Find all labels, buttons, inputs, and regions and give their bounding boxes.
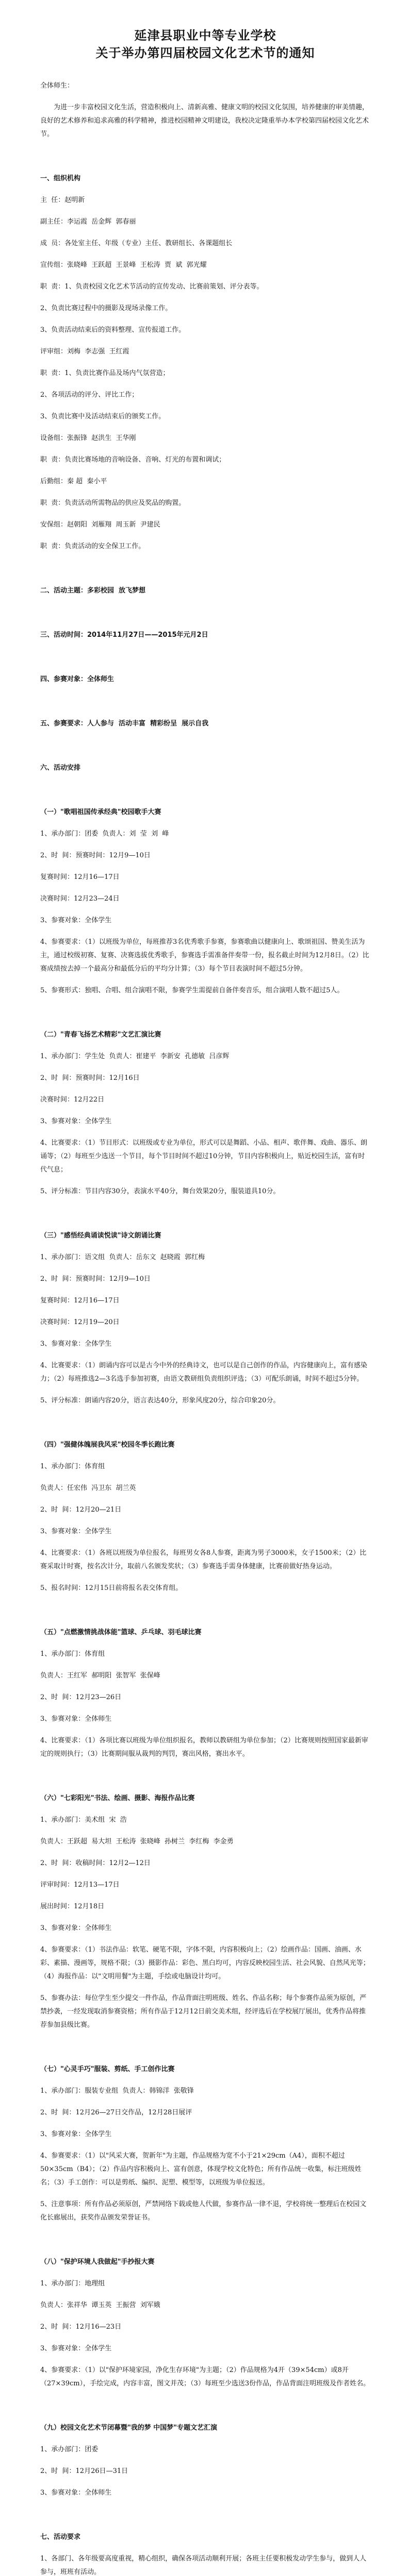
paragraph: 4、比赛要求：（1）各项比赛以班级为单位组织报名，教师以教研组为单位参加；（2）比赛规则按照国家最新审定的规则执行；（3）比赛期间服从裁判的判罚，赛出风格，赛出水平。: [40, 1737, 368, 1758]
paragraph: 3、参赛对象：全体师生: [40, 2489, 112, 2497]
paragraph: （七）"心灵手巧"服装、剪纸、手工创作比赛: [40, 2065, 175, 2073]
paragraph: 决赛时间：12月23—24日: [40, 895, 120, 903]
paragraph: 决赛时间：12月19—20日: [40, 1318, 120, 1326]
paragraph: 4、比赛要求：（1）各班以班级为单位报名，每班男女各8人参赛，距离为男子3000米，女子1500米；（2）比赛采取计时赛，按名次计分，取前八名颁发奖状；（3）参赛选手需身体健康，比赛前做好热身运动。: [40, 1549, 367, 1570]
paragraph: 职 责：1、负责比赛作品及场内气氛营造；: [40, 369, 170, 377]
paragraph: （六）"七彩阳光"书法、绘画、摄影、海报作品比赛: [40, 1794, 195, 1802]
paragraph: 职 责：负责比赛场地的音响设备、音响、灯光的布置和调试；: [40, 456, 226, 464]
paragraph: 5、注意事项：所有作品必须原创，严禁网络下载或他人代做，参赛作品一律不退，学校将统一整理后在校园文化长廊展出，获奖作品颁发荣誉证书。: [40, 2200, 367, 2222]
paragraph: 2、时 间：预赛时间：12月16日: [40, 1074, 140, 1082]
paragraph: （三）"感悟经典诵读悦读"诗文朗诵比赛: [40, 1232, 161, 1240]
paragraph: 展出时间：12月18日: [40, 1903, 105, 1910]
paragraph: 四、参赛对象：全体师生: [40, 675, 114, 683]
paragraph: 2、时 间：预赛时间：12月9—10日: [40, 852, 151, 859]
paragraph: 1、承办部门：学生处 负责人：崔建平 李新安 孔德敏 吕彦辉: [40, 1053, 230, 1060]
paragraph: 1、承办部门：体育组: [40, 1650, 105, 1658]
paragraph: 2、负责比赛过程中的摄影及现场录像工作。: [40, 304, 172, 312]
paragraph: 3、参赛对象：全体师生: [40, 1715, 112, 1723]
paragraph: 职 责：负责活动的安全保卫工作。: [40, 543, 145, 550]
paragraph: 负责人：王红军 郝明阳 张智军 张保峰: [40, 1672, 160, 1680]
paragraph: 职 责：负责活动所需物品的供应及奖品的购置。: [40, 499, 186, 507]
paragraph: 1、各部门、各年级要高度重视，精心组织，确保各项活动顺利开展；各班主任要积极发动学生参与，做到人人参与，班班有活动。: [40, 2555, 367, 2576]
paragraph: 负责人：王跃超 易大坦 王松涛 张晓峰 孙树兰 李红梅 李金勇: [40, 1838, 234, 1845]
paragraph: 3、参赛对象：全体学生: [40, 917, 112, 924]
paragraph: 负责人：任宏伟 冯卫东 胡兰英: [40, 1484, 136, 1492]
paragraph: 五、参赛要求：人人参与 活动丰富 精彩纷呈 展示自我: [40, 720, 209, 727]
paragraph: 负责人：张祥华 谭玉英 王振营 刘军娥: [40, 2301, 160, 2309]
paragraph: 设备组：张振锋 赵洪生 王华刚: [40, 434, 136, 442]
paragraph: （一）"歌唱祖国传承经典"校园歌手大赛: [40, 808, 161, 816]
paragraph: 2、时 间：12月20—21日: [40, 1506, 122, 1514]
paragraph: 1、承办部门：美术组 宋 浩: [40, 1816, 127, 1824]
paragraph: 3、参赛对象：全体学生: [40, 2345, 112, 2352]
paragraph: 后勤组：秦 超 秦小平: [40, 478, 107, 485]
paragraph: 5、参赛形式：独唱、合唱、组合演唱不限，参赛学生需提前自备伴奏音乐，组合演唱人数不超过5人。: [40, 987, 344, 994]
paragraph: 安保组：赵朝阳 刘雁翔 周玉新 尹建民: [40, 521, 160, 529]
paragraph: 1、承办部门：地理组: [40, 2280, 105, 2287]
paragraph: 全体师生：: [40, 82, 74, 90]
paragraph: 3、负责比赛中及活动结束后的颁奖工作。: [40, 413, 166, 420]
paragraph: 4、参赛要求：（1）以"保护环境家园，净化生存环境"为主题；（2）作品规格为4开（39×54cm）或8开（27×39cm），手绘完成，内容丰富，图文并茂；（3）每班至少选送3份作品，作品背面注明班级及作者姓名。: [40, 2366, 370, 2387]
notice-document: [40, 27, 370, 2576]
paragraph: （八）"保护环境人我做起"手抄报大赛: [40, 2258, 155, 2266]
school-title: 延津县职业中等专业学校: [134, 28, 276, 43]
paragraph: 1、承办部门：团委: [40, 2446, 99, 2453]
paragraph: 决赛时间：12月22日: [40, 1096, 105, 1104]
paragraph: 1、承办部门：语文组 负责人：岳东文 赵晓霞 郭红梅: [40, 1253, 205, 1261]
paragraph: （四）"强健体魄展我风采"校园冬季长跑比赛: [40, 1441, 175, 1449]
paragraph: 5、评分标准：节目内容30分，表演水平40分，舞台效果20分，服装道具10分。: [40, 1188, 280, 1195]
paragraph: 2、时 间：收稿时间：12月2—12日: [40, 1859, 151, 1867]
paragraph: 主 任：赵明新: [40, 196, 85, 204]
paragraph: 复赛时间：12月16—17日: [40, 873, 120, 881]
paragraph: （九）校园文化艺术节闭幕暨"我的梦 中国梦"专题文艺汇演: [40, 2424, 218, 2432]
paragraph: 七、活动要求: [40, 2533, 81, 2541]
paragraph: 2、时 间：12月26日—31日: [40, 2467, 128, 2475]
paragraph: 3、参赛对象：全体学生: [40, 1528, 112, 1535]
paragraph: 4、比赛要求：（1）节目形式：以班级或专业为单位，形式可以是舞蹈、小品、相声、歌伴舞、戏曲、器乐、朗诵等；（2）每班至少选送一个节目，每个节目时间不超过10分钟，节目内容积极向上，贴近校园生活，富有时代气息；: [40, 1139, 368, 1174]
paragraph: 2、时 间：12月16—23日: [40, 2323, 122, 2331]
paragraph: 为进一步丰富校园文化生活，营造积极向上、清新高雅、健康文明的校园文化氛围，培养健康的审美情趣，良好的艺术修养和追求高雅的科学精神，推进校园精神文明建设，我校决定隆重举办本学校第四届校园文化艺术节。: [40, 104, 369, 138]
paragraph: （二）"青春飞扬艺术精彩"文艺汇演比赛: [40, 1031, 161, 1039]
paragraph: 2、时 间：12月23—26日: [40, 1693, 122, 1701]
paragraph: 1、承办部门：服装专业组 负责人：韩锦洋 张敬锋: [40, 2087, 194, 2095]
paragraph: 3、参赛对象：全体学生: [40, 1117, 112, 1125]
paragraph: 4、比赛要求：（1）朗诵内容可以是古今中外的经典诗文，也可以是自己创作的作品，内容健康向上，富有感染力；（2）每班推选2—3名选手参加初赛，由语文教研组负责组织评选；（3）可配乐朗诵，时间不超过5分钟。: [40, 1362, 368, 1383]
notice-body: [40, 79, 370, 2576]
paragraph: 4、参赛要求：（1）书法作品：软笔、硬笔不限，字体不限，内容积极向上；（2）绘画作品：国画、油画、水彩、素描、漫画等，规格不限；（3）摄影作品：彩色、黑白均可，内容反映校园生活、社会风貌、自然风光等；（4）海报作品：以"文明用餐"为主题，手绘或电脑设计均可。: [40, 1946, 370, 1980]
paragraph: 评审组：刘梅 李志强 王红霞: [40, 348, 129, 355]
paragraph: 3、参赛对象：全体学生: [40, 2130, 112, 2138]
paragraph: 2、各项活动的评分、评比工作；: [40, 391, 139, 399]
paragraph: 3、参赛对象：全体学生: [40, 1340, 112, 1348]
paragraph: 5、报名时间：12月15日前将报名表交体育组。: [40, 1584, 183, 1592]
paragraph: 二、活动主题：多彩校园 放飞梦想: [40, 587, 146, 595]
paragraph: 2、时 间：12月26—27日交作品，12月28日展评: [40, 2109, 192, 2116]
paragraph: 1、承办部门：体育组: [40, 1463, 105, 1470]
paragraph: 副主任：李运霞 岳金辉 郭春丽: [40, 218, 136, 226]
paragraph: 1、承办部门：团委 负责人：刘 莹 刘 峰: [40, 830, 169, 838]
paragraph: 三、活动时间：2014年11月27日——2015年元月2日: [40, 631, 208, 639]
paragraph: 2、时 间：预赛时间：12月9—10日: [40, 1275, 151, 1283]
paragraph: 3、负责活动结束后的资料整理、宣传报道工作。: [40, 326, 186, 334]
paragraph: 六、活动安排: [40, 764, 81, 772]
paragraph: 职 责：1、负责校园文化艺术节活动的宣传发动、比赛前策划、评分表等。: [40, 283, 264, 291]
paragraph: 5、参赛办法：每位学生至少提交一件作品，作品背面注明班级、姓名、作品名称；每个参赛作品须为原创，严禁抄袭，一经发现取消参赛资格；所有作品于12月12日前交美术组，经评选后在学校展厅展出，优秀作品将推荐参加县级比赛。: [40, 1994, 367, 2029]
paragraph: 3、参赛对象：全体师生: [40, 1924, 112, 1932]
paragraph: （五）"点燃激情挑战体能"篮球、乒乓球、羽毛球比赛: [40, 1629, 202, 1636]
paragraph: 一、组织机构: [40, 175, 81, 182]
paragraph: 复赛时间：12月16—17日: [40, 1297, 120, 1304]
paragraph: 5、评分标准：朗诵内容20分，语言表达40分，形象风度20分，综合印象20分。: [40, 1397, 280, 1404]
paragraph: 成 员：各处室主任、年级（专业）主任、教研组长、各课题组长: [40, 240, 233, 247]
notice-title: 关于举办第四届校园文化艺术节的通知: [95, 46, 315, 60]
paragraph: 宣传组：张晓峰 王跃超 王景峰 王松涛 贾 斌 郭光耀: [40, 261, 207, 269]
paragraph: 4、参赛要求：（1）以"风采大赛，贺新年"为主题，作品规格为宽不小于21×29cm（A4），面积不超过50×35cm（B4）；（2）作品内容积极向上、富有创意，体现学校文化特色；所有作品统一收集，标注班级姓名；（3）手工创作：可以是剪纸、编织、泥塑、模型等，以班级为单位报送。: [40, 2152, 362, 2187]
paragraph: 评审时间：12月13—17日: [40, 1881, 120, 1889]
paragraph: 4、参赛要求：（1）以班级为单位，每班推荐3名优秀歌手参赛，参赛歌曲以健康向上、歌颂祖国、赞美生活为主，通过校级初赛、复赛、决赛选拔优秀歌手，参赛选手需准备伴奏带一份，报名截止时间为12月8日。（2）比赛成绩按去掉一个最高分和最低分后的平均分计算；（3）每个节目表演时间不超过5分钟。: [40, 938, 369, 973]
